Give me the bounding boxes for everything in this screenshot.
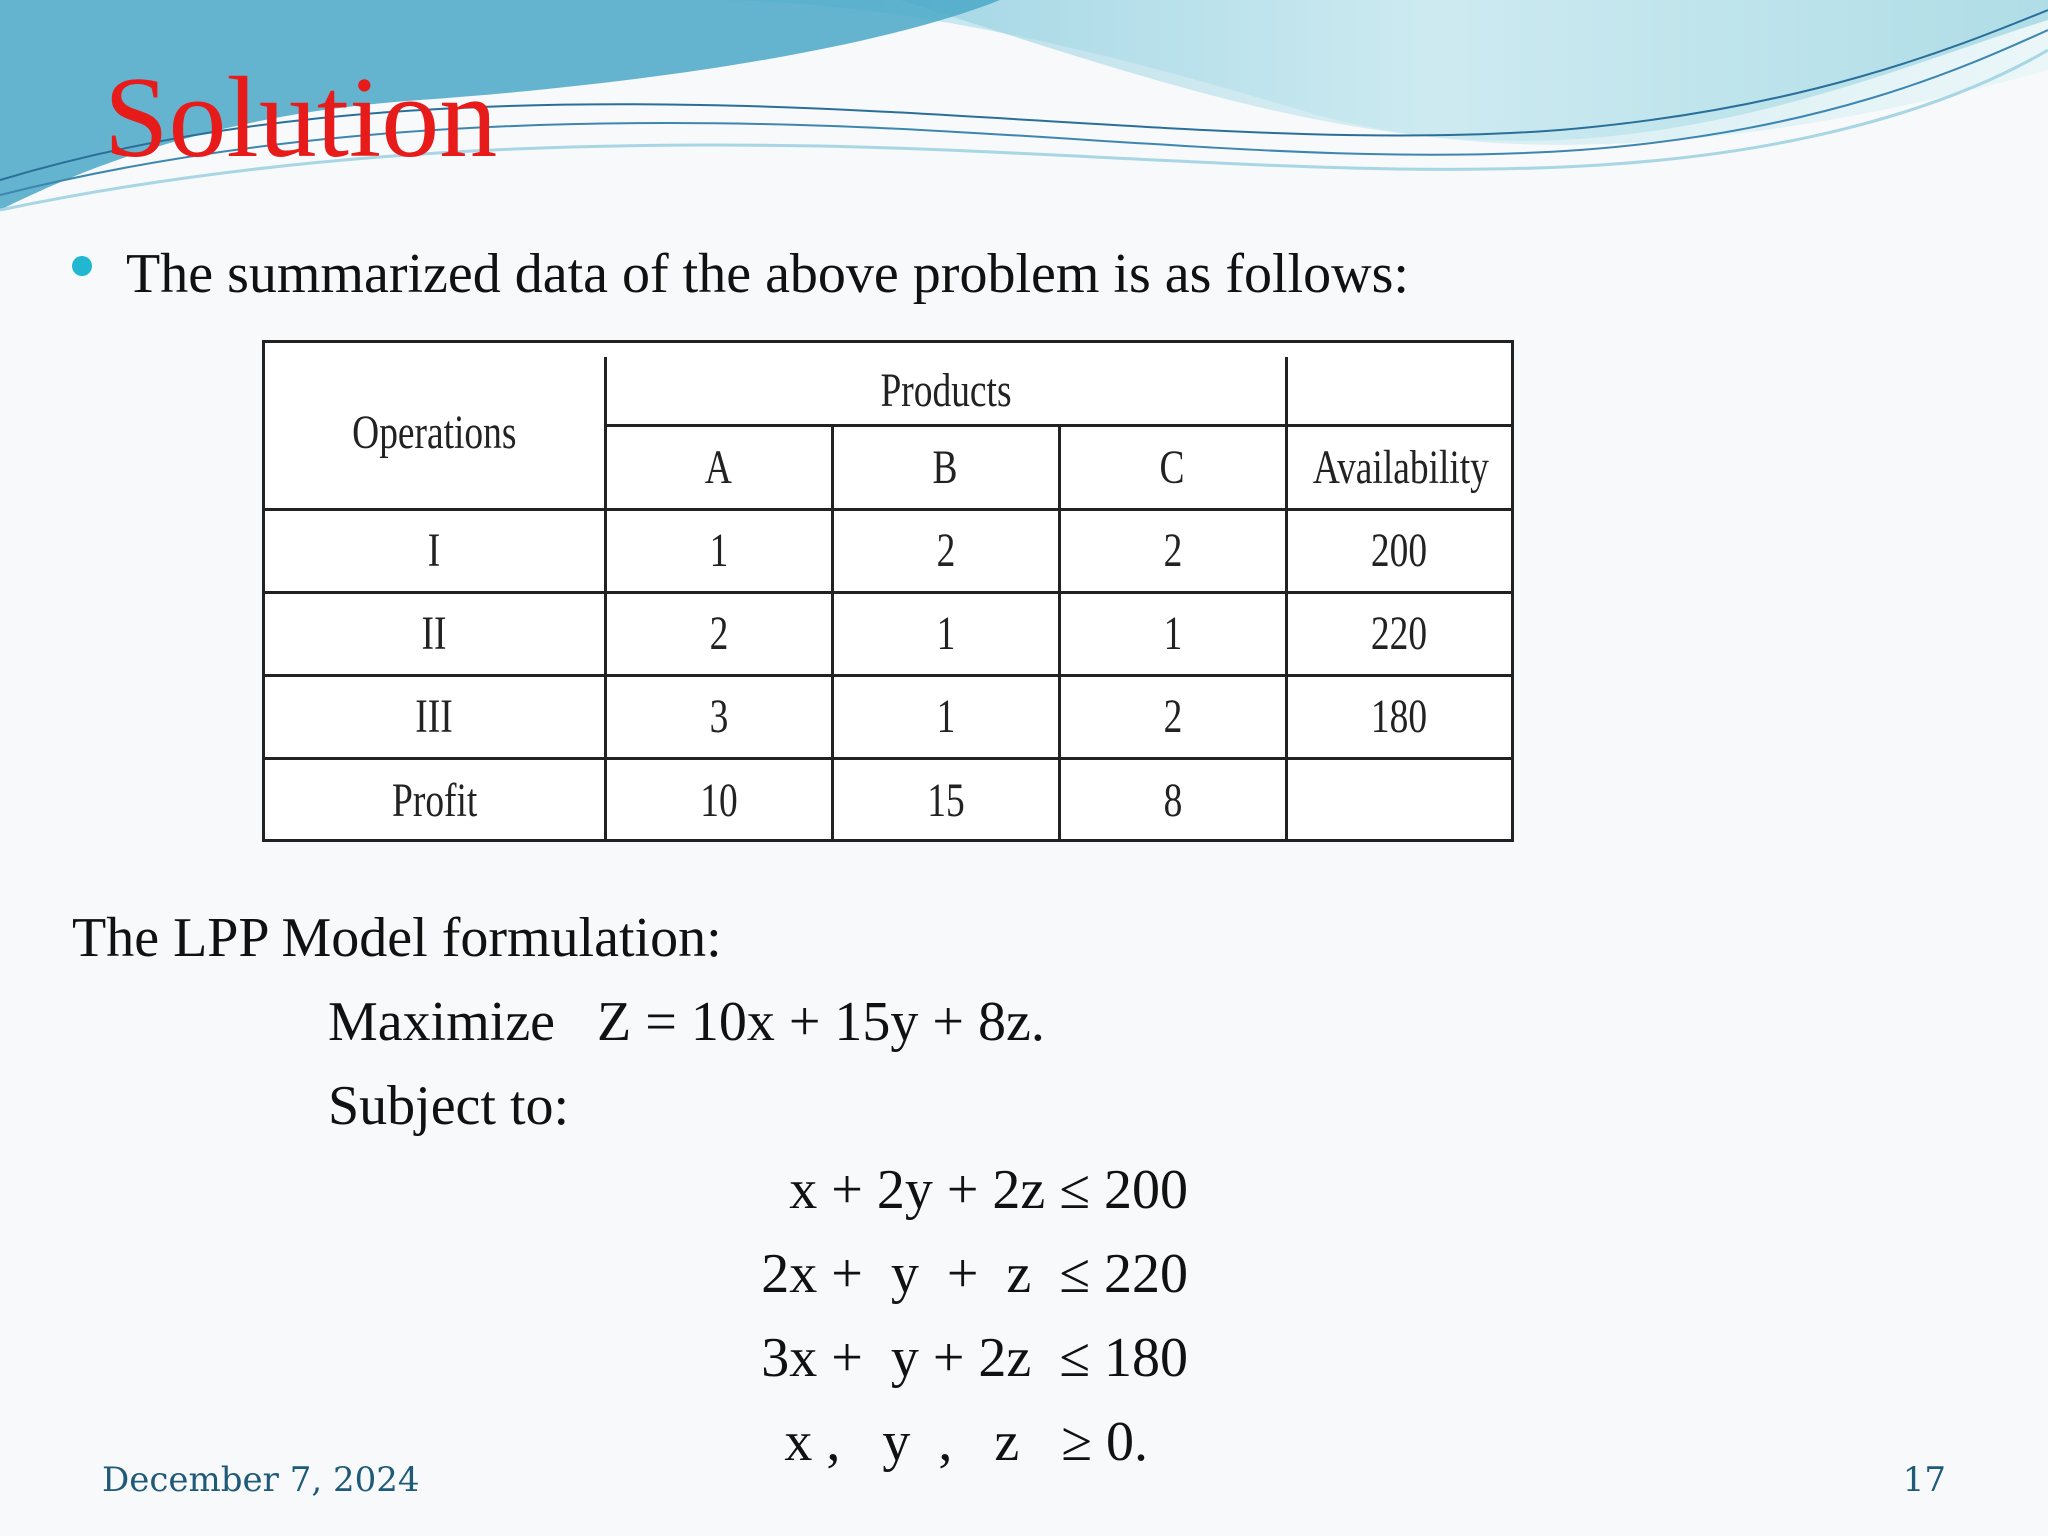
table-cell: 200 <box>1286 509 1511 592</box>
table-cell: 1 <box>1059 592 1286 675</box>
table-cell: 2 <box>1059 509 1286 592</box>
table-cell: Profit <box>265 758 605 841</box>
table-cell: 1 <box>832 675 1059 758</box>
constraint-line: x , y , z ≥ 0. <box>784 1411 1148 1473</box>
bullet-point <box>72 238 1409 310</box>
header-cell-c: C <box>1059 425 1286 509</box>
constraint-line: x + 2y + 2z ≤ 200 <box>789 1159 1188 1221</box>
table-row <box>265 509 1511 592</box>
constraint-line: 3x + y + 2z ≤ 180 <box>761 1327 1188 1389</box>
table-cell: 1 <box>832 592 1059 675</box>
footer-date: December 7, 2024 <box>102 1460 420 1500</box>
table-cell: 8 <box>1059 758 1286 841</box>
operations-table <box>265 357 1511 841</box>
table-cell: 10 <box>605 758 832 841</box>
header-cell-availability: Availability <box>1286 425 1511 509</box>
table-cell: I <box>265 509 605 592</box>
table-cell <box>1286 758 1511 841</box>
page-number: 17 <box>1902 1460 1946 1500</box>
table-row <box>265 675 1511 758</box>
table-cell: III <box>265 675 605 758</box>
table-cell: 15 <box>832 758 1059 841</box>
table-row <box>265 758 1511 841</box>
table-header-row-group <box>265 357 1511 425</box>
slide-title: Solution <box>104 54 498 182</box>
table-cell: 2 <box>605 592 832 675</box>
table-cell: 3 <box>605 675 832 758</box>
header-cell-operations: Operations <box>265 357 605 509</box>
subject-to-label: Subject to: <box>328 1075 570 1137</box>
header-cell-empty <box>1286 357 1511 425</box>
table-cell: 220 <box>1286 592 1511 675</box>
table-cell: 2 <box>832 509 1059 592</box>
header-cell-b: B <box>832 425 1059 509</box>
objective-function: Maximize Z = 10x + 15y + 8z. <box>328 991 1045 1053</box>
model-heading: The LPP Model formulation: <box>72 907 722 969</box>
header-cell-products-group: Products <box>605 357 1286 425</box>
constraint-line: 2x + y + z ≤ 220 <box>761 1243 1188 1305</box>
data-table <box>262 340 1514 842</box>
table-cell: II <box>265 592 605 675</box>
table-cell: 180 <box>1286 675 1511 758</box>
table-cell: 2 <box>1059 675 1286 758</box>
bullet-dot-icon <box>72 256 92 276</box>
header-cell-a: A <box>605 425 832 509</box>
table-cell: 1 <box>605 509 832 592</box>
table-row <box>265 592 1511 675</box>
bullet-text: The summarized data of the above problem is as follows: <box>126 243 1409 305</box>
